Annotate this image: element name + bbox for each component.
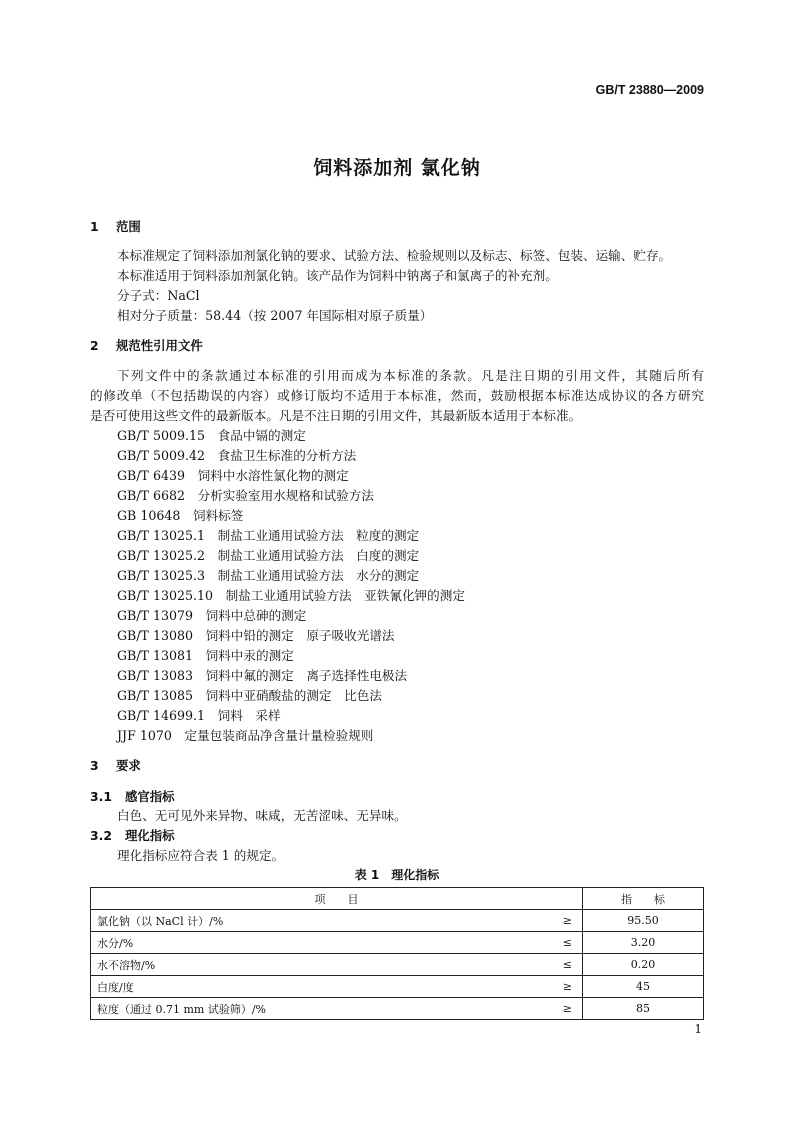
section-3-heading (90, 756, 141, 776)
row-operator: ≥ (544, 998, 583, 1020)
section-title: 要求 (116, 758, 141, 773)
subsection-number: 3.2 (90, 828, 112, 843)
row-value: 85 (583, 998, 704, 1020)
paragraph: 理化指标应符合表 1 的规定。 (117, 848, 285, 863)
reference-item: GB/T 13025.10 制盐工业通用试验方法 亚铁氰化钾的测定 (117, 588, 465, 603)
row-value: 0.20 (583, 954, 704, 976)
paragraph: 相对分子质量：58.44（按 2007 年国际相对原子质量） (117, 308, 433, 323)
row-item: 水分/% (91, 932, 545, 954)
row-value: 45 (583, 976, 704, 998)
section-2-heading (90, 336, 203, 356)
section-1-heading (90, 217, 141, 237)
column-header-value: 指 标 (583, 888, 704, 910)
row-item: 白度/度 (91, 976, 545, 998)
subsection-3-2-heading (90, 826, 175, 846)
row-operator: ≥ (544, 910, 583, 932)
document-title: 饲料添加剂 氯化钠 (313, 157, 481, 179)
section-title: 范围 (116, 219, 141, 234)
row-item: 氯化钠（以 NaCl 计）/% (91, 910, 545, 932)
paragraph: 本标准适用于饲料添加剂氯化钠。该产品作为饲料中钠离子和氯离子的补充剂。 (117, 268, 558, 283)
row-item: 粒度（通过 0.71 mm 试验筛）/% (91, 998, 545, 1020)
table-row (91, 976, 704, 998)
reference-item: GB 10648 饲料标签 (117, 508, 244, 523)
section-title: 规范性引用文件 (116, 338, 203, 353)
reference-item: GB/T 13081 饲料中汞的测定 (117, 648, 294, 663)
reference-item: GB/T 13025.2 制盐工业通用试验方法 白度的测定 (117, 548, 420, 563)
paragraph: 本标准规定了饲料添加剂氯化钠的要求、试验方法、检验规则以及标志、标签、包装、运输、贮存。 (117, 248, 672, 263)
reference-item: GB/T 5009.15 食品中镉的测定 (117, 428, 306, 443)
table-header-row (91, 888, 704, 910)
paragraph: 下列文件中的条款通过本标准的引用而成为本标准的条款。凡是注日期的引用文件，其随后所有 (117, 368, 704, 383)
reference-item: GB/T 14699.1 饲料 采样 (117, 708, 281, 723)
row-item: 水不溶物/% (91, 954, 545, 976)
subsection-title: 理化指标 (125, 828, 175, 843)
row-value: 95.50 (583, 910, 704, 932)
page-number: 1 (694, 1022, 702, 1036)
table-row (91, 998, 704, 1020)
section-number: 2 (90, 338, 99, 353)
paragraph: 分子式：NaCl (117, 288, 200, 303)
section-number: 1 (90, 219, 99, 234)
row-value: 3.20 (583, 932, 704, 954)
subsection-title: 感官指标 (125, 789, 175, 804)
subsection-number: 3.1 (90, 789, 112, 804)
reference-item: JJF 1070 定量包装商品净含量计量检验规则 (117, 728, 374, 743)
paragraph: 是否可使用这些文件的最新版本。凡是不注日期的引用文件，其最新版本适用于本标准。 (90, 408, 582, 423)
row-operator: ≤ (544, 954, 583, 976)
reference-item: GB/T 5009.42 食盐卫生标准的分析方法 (117, 448, 357, 463)
reference-item: GB/T 13025.3 制盐工业通用试验方法 水分的测定 (117, 568, 420, 583)
reference-item: GB/T 13079 饲料中总砷的测定 (117, 608, 307, 623)
table-row (91, 932, 704, 954)
section-number: 3 (90, 758, 99, 773)
table-row (91, 910, 704, 932)
reference-item: GB/T 13085 饲料中亚硝酸盐的测定 比色法 (117, 688, 382, 703)
standard-code: GB/T 23880—2009 (595, 83, 704, 97)
table-row (91, 954, 704, 976)
paragraph: 的修改单（不包括勘误的内容）或修订版均不适用于本标准，然而，鼓励根据本标准达成协议的各方研究 (90, 388, 704, 403)
row-operator: ≥ (544, 976, 583, 998)
reference-item: GB/T 13083 饲料中氟的测定 离子选择性电极法 (117, 668, 408, 683)
subsection-3-1-heading (90, 787, 175, 807)
row-operator: ≤ (544, 932, 583, 954)
reference-item: GB/T 6682 分析实验室用水规格和试验方法 (117, 488, 374, 503)
reference-item: GB/T 13025.1 制盐工业通用试验方法 粒度的测定 (117, 528, 420, 543)
spec-table (90, 887, 704, 1020)
reference-item: GB/T 6439 饲料中水溶性氯化物的测定 (117, 468, 349, 483)
table-caption: 表 1 理化指标 (354, 868, 440, 882)
reference-item: GB/T 13080 饲料中铅的测定 原子吸收光谱法 (117, 628, 395, 643)
column-header-item: 项 目 (91, 888, 583, 910)
paragraph: 白色、无可见外来异物、味咸，无苦涩味、无异味。 (117, 808, 407, 823)
